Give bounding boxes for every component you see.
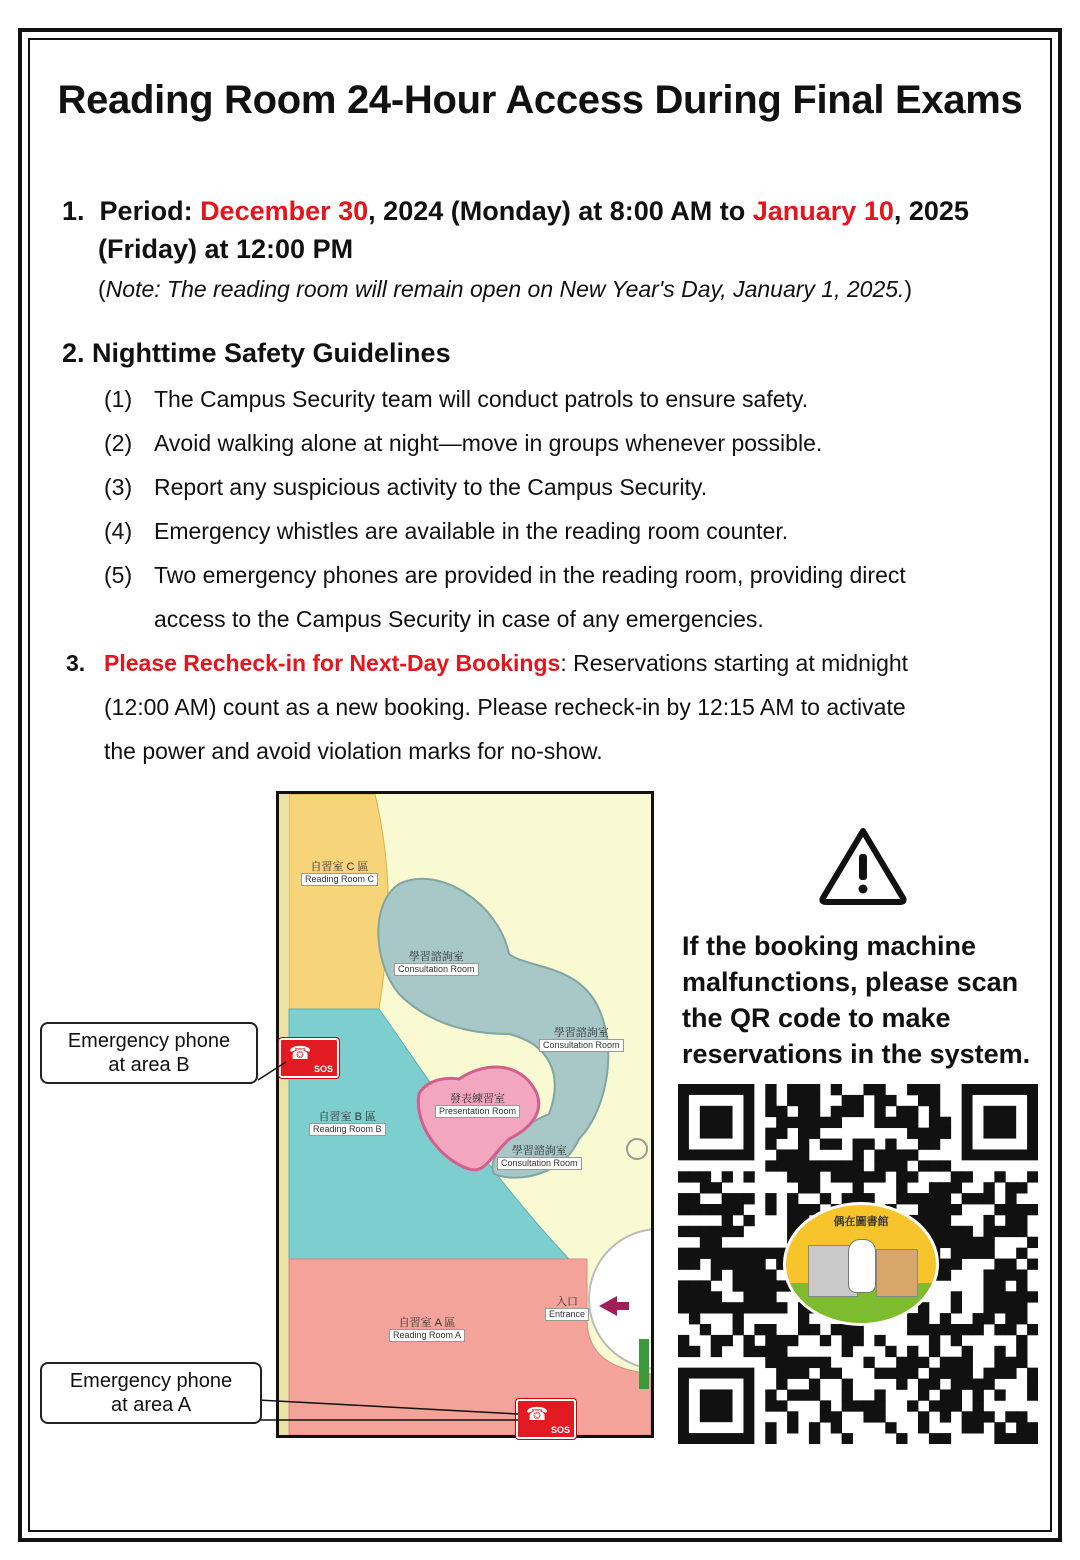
callout-emergency-phone-a: Emergency phone at area A: [40, 1362, 262, 1424]
recheck-line-3: the power and avoid violation marks for no-show.: [104, 738, 603, 764]
room-b-label: 自習室 B 區 Reading Room B: [309, 1112, 386, 1136]
guideline-item-continued: access to the Campus Security in case of any emergencies.: [154, 606, 764, 632]
period-note: (Note: The reading room will remain open on New Year's Day, January 1, 2025.): [98, 276, 913, 302]
library-mascot-logo: [783, 1202, 939, 1326]
recheck-heading: Please Recheck-in for Next-Day Bookings: [104, 650, 561, 676]
qr-instructions: If the booking machine malfunctions, please scan the QR code to make reservations in the system.: [682, 931, 1031, 1069]
room-c-label: 自習室 C 區 Reading Room C: [301, 862, 378, 886]
page-title: Reading Room 24-Hour Access During Final Exams: [57, 78, 1023, 122]
safety-heading: 2. Nighttime Safety Guidelines: [62, 338, 451, 368]
entrance-label: 入口 Entrance: [545, 1297, 589, 1321]
period-label: Period:: [99, 196, 201, 226]
consultation-room-label: 學習諮詢室 Consultation Room: [497, 1146, 582, 1170]
period-start-rest: , 2024 (Monday) at 8:00 AM to: [368, 196, 753, 226]
guideline-item: (4) Emergency whistles are available in the reading room counter.: [104, 518, 789, 544]
consultation-room-label: 學習諮詢室 Consultation Room: [394, 952, 479, 976]
guideline-item: (2) Avoid walking alone at night—move in groups whenever possible.: [104, 430, 823, 456]
callout-emergency-phone-b: Emergency phone at area B: [40, 1022, 258, 1084]
guideline-item: (1) The Campus Security team will conduct patrols to ensure safety.: [104, 386, 809, 412]
period-start-date: December 30: [200, 196, 369, 226]
sos-phone-icon-area-b: ☎ SOS: [279, 1038, 339, 1078]
logo-text: 偶在圖書館: [833, 1216, 889, 1228]
period-end-rest: , 2025: [893, 196, 969, 226]
guideline-item: (5) Two emergency phones are provided in the reading room, providing direct: [104, 562, 906, 588]
qr-code[interactable]: [678, 1084, 1038, 1444]
period-number: 1.: [62, 196, 85, 226]
sos-phone-icon-area-a: ☎ SOS: [516, 1399, 576, 1439]
guideline-item: (3) Report any suspicious activity to the Campus Security.: [104, 474, 708, 500]
warning-triangle-icon: [818, 826, 908, 906]
room-a-label: 自習室 A 區 Reading Room A: [389, 1318, 465, 1342]
recheck-number: 3.: [66, 650, 86, 676]
recheck-line-1: Please Recheck-in for Next-Day Bookings: Reservations starting at midnight: [104, 650, 909, 676]
period-line-2: (Friday) at 12:00 PM: [98, 234, 354, 264]
presentation-room-label: 發表練習室 Presentation Room: [435, 1094, 520, 1118]
consultation-room-label: 學習諮詢室 Consultation Room: [539, 1028, 624, 1052]
recheck-line-2: (12:00 AM) count as a new booking. Please recheck-in by 12:15 AM to activate: [104, 694, 906, 720]
period-end-date: January 10: [752, 196, 894, 226]
